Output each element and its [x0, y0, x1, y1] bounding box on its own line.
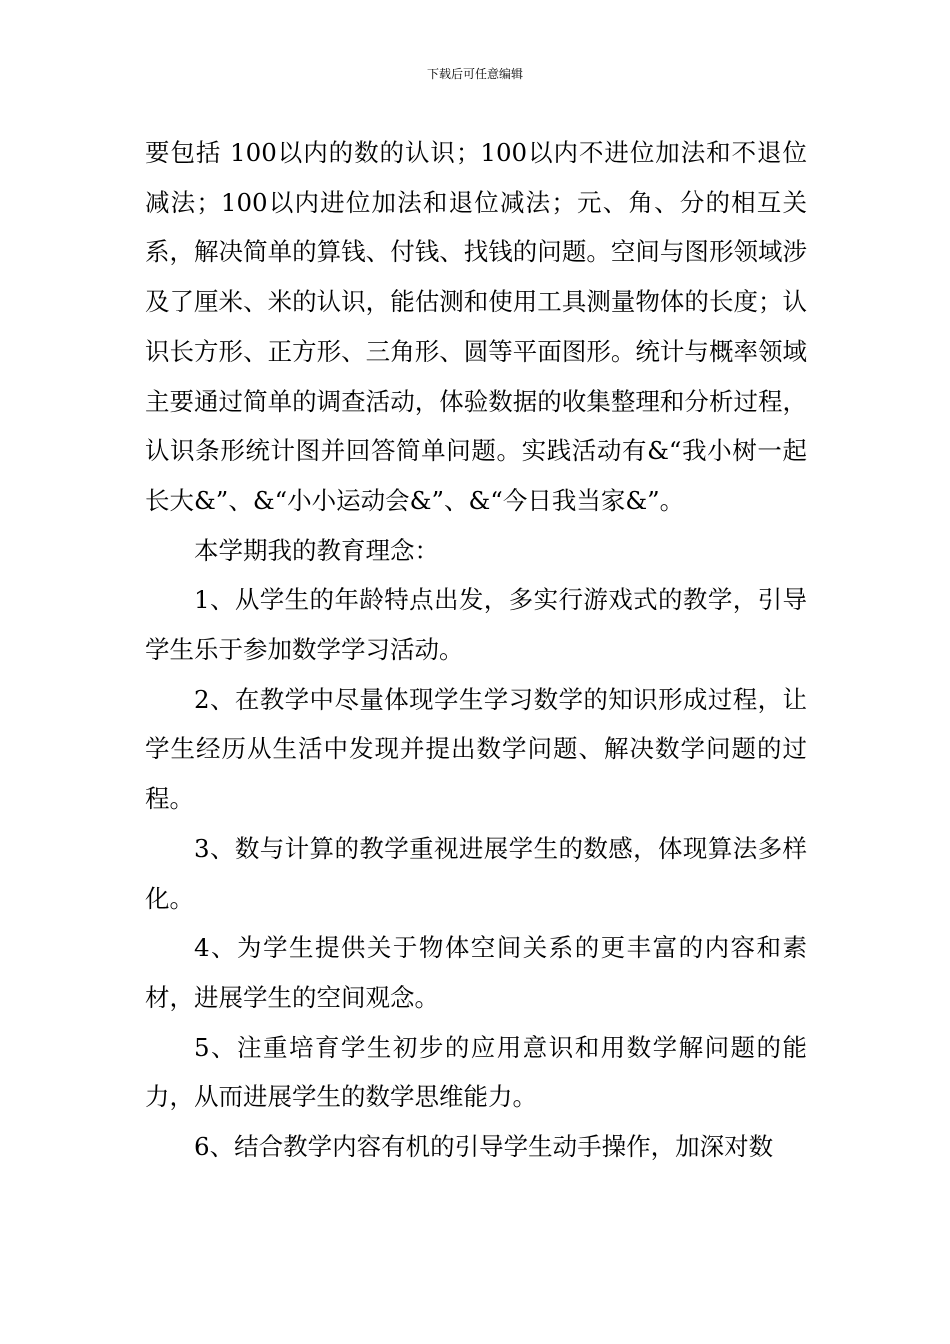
paragraph-item-1: 1、从学生的年龄特点出发，多实行游戏式的教学，引导学生乐于参加数学学习活动。 [145, 585, 807, 665]
paragraph-item-6: 6、结合教学内容有机的引导学生动手操作，加深对数 [194, 1132, 774, 1162]
document-body [145, 128, 807, 1172]
paragraph-continuation: 要包括 100以内的数的认识；100以内不进位加法和不退位减法；100以内进位加法和退位减法；元、角、分的相互关系，解决简单的算钱、付钱、找钱的问题。空间与图形领域涉及了厘米、米的认识，能估测和使用工具测量物体的长度；认识长方形、正方形、三角形、圆等平面图形。统计与概率领域主要通过简单的调查活动，体验数据的收集整理和分析过程，认识条形统计图并回答简单问题。实践活动有&“我小树一起长大&”、&“小小运动会&”、&“今日我当家&”。 [145, 138, 807, 515]
paragraph-item-5: 5、注重培育学生初步的应用意识和用数学解问题的能力，从而进展学生的数学思维能力。 [145, 1032, 807, 1112]
paragraph-teaching-philosophy-heading: 本学期我的教育理念： [194, 535, 439, 565]
page-header-note: 下载后可任意编辑 [426, 67, 523, 81]
paragraph-item-4: 4、为学生提供关于物体空间关系的更丰富的内容和素材，进展学生的空间观念。 [145, 933, 807, 1012]
paragraph-item-2: 2、在教学中尽量体现学生学习数学的知识形成过程，让学生经历从生活中发现并提出数学问题、解决数学问题的过程。 [145, 684, 807, 814]
paragraph-item-3: 3、数与计算的教学重视进展学生的数感，体现算法多样化。 [145, 833, 807, 913]
